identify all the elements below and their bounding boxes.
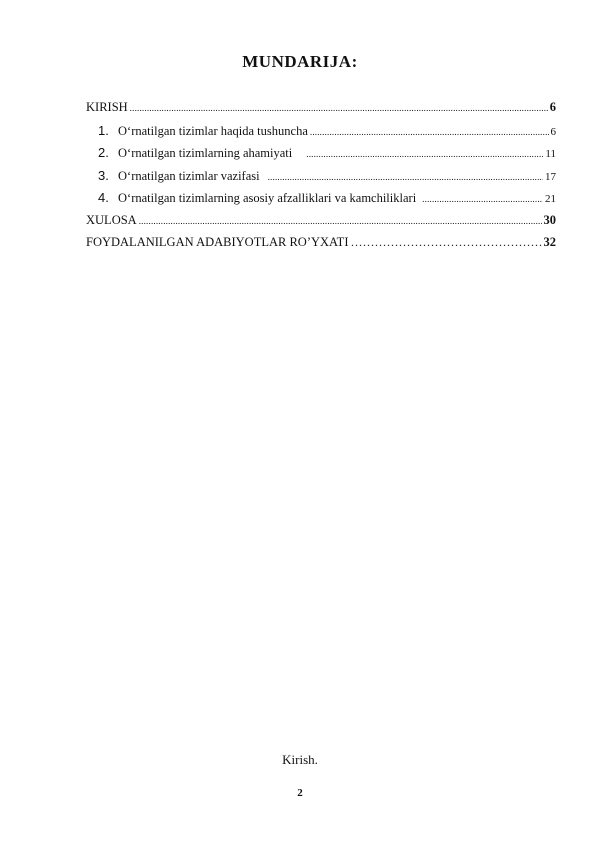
toc-entry-xulosa xyxy=(86,213,556,236)
toc-entry-page: 11 xyxy=(545,148,556,160)
toc-leader-dots xyxy=(139,216,542,226)
toc-leader-dots xyxy=(306,149,543,159)
footer-heading: Kirish. xyxy=(282,752,318,767)
page-number: 2 xyxy=(297,787,303,799)
toc-entry-number: 4. xyxy=(98,190,109,205)
toc-title: MUNDARIJA: xyxy=(242,52,358,71)
toc-entry-label: XULOSA xyxy=(86,212,137,227)
toc-entry-page: 6 xyxy=(550,125,556,138)
toc-entry-page: 17 xyxy=(545,170,556,183)
toc-entry-page: 21 xyxy=(545,193,556,205)
toc-entry-3 xyxy=(86,168,556,191)
toc-entry-number: 2. xyxy=(98,145,109,160)
toc-leader-dots xyxy=(268,172,543,182)
toc-entry-page: 30 xyxy=(543,212,556,227)
toc-leader-dots xyxy=(130,103,548,113)
toc-entry-number: 3. xyxy=(98,167,109,183)
toc-entry-label: O‘rnatilgan tizimlar vazifasi xyxy=(118,168,260,183)
toc-entry-page: 6 xyxy=(549,100,556,114)
toc-entry-2 xyxy=(86,145,556,168)
toc-entry-label: O‘rnatilgan tizimlarning asosiy afzalliklari va kamchiliklari xyxy=(118,191,417,205)
toc-entry-1 xyxy=(86,123,556,146)
toc-leader-dots xyxy=(310,127,549,137)
toc-entry-number: 1. xyxy=(98,122,109,138)
toc-entry-label: O‘rnatilgan tizimlarning ahamiyati xyxy=(118,146,293,160)
toc-leader-dots xyxy=(350,235,541,250)
toc-entry-label: O‘rnatilgan tizimlar haqida tushuncha xyxy=(118,123,308,138)
toc-entry-kirish xyxy=(86,100,556,123)
table-of-contents xyxy=(86,100,556,258)
toc-entry-label: FOYDALANILGAN ADABIYOTLAR RO’YXATI xyxy=(86,235,349,249)
toc-entry-4 xyxy=(86,190,556,213)
toc-entry-label: KIRISH xyxy=(86,100,128,114)
toc-leader-dots xyxy=(422,194,543,204)
toc-entry-references xyxy=(86,235,556,258)
toc-entry-page: 32 xyxy=(543,235,556,249)
